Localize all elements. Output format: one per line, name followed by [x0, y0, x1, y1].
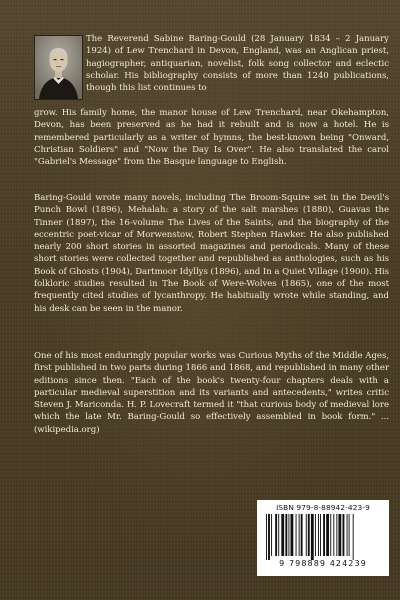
- barcode-bar: [288, 514, 289, 556]
- isbn-barcode: [257, 500, 389, 576]
- barcode-bar: [318, 514, 319, 556]
- barcode-bar: [290, 514, 293, 556]
- portrait-illustration: [35, 36, 82, 99]
- barcode-bar: [336, 514, 337, 556]
- barcode-bar: [275, 514, 277, 556]
- bio-paragraph-1-continued: grow. His family home, the manor house of Lew Trenchard, near Okehampton, Devon, has been preserved as he had it rebuilt and is now a hotel. He is remembered particularly as a writer of hymns, the best-known being "Onward, Christian Soldiers" and "Now the Day Is Over". He also translated the carol "Gabriel's Message" from the Basque language to English.: [34, 108, 389, 168]
- barcode-bar: [266, 514, 267, 560]
- barcode-bar: [343, 514, 345, 556]
- barcode-bar: [333, 514, 334, 556]
- barcode-bar: [278, 514, 279, 556]
- barcode-bars-icon: [264, 514, 382, 560]
- isbn-label: ISBN 979-8-88942-423-9: [276, 503, 370, 512]
- barcode-bar: [349, 514, 350, 556]
- barcode-bar: [330, 514, 331, 556]
- barcode-bar: [296, 514, 297, 556]
- portrait-photo-icon: [34, 35, 83, 100]
- barcode-bar: [285, 514, 287, 556]
- barcode-bar: [308, 514, 310, 556]
- barcode-bar: [301, 514, 303, 556]
- bio-paragraph-2: Baring-Gould wrote many novels, including The Broom-Squire set in the Devil's Punch Bowl (1896), Mehalah: a story of the salt marshes (1880), Guavas the Tinner (1897), the 16-volume The Lives of the Saints, and the biography of the eccentric poet-vicar of Morwenstow, Robert Stephen Hawker. He also published nearly 200 short stories in assorted magazines and periodicals. Many of these short stories were collected together and republished as anthologies, such as his Book of Ghosts (1904), Dartmoor Idyllys (1896), and In a Quiet Village (1900). His folkloric studies resulted in The Book of Were-Wolves (1865), one of the most frequently cited studies of lycanthropy. He habitually wrote while standing, and his desk can be seen in the manor.: [34, 193, 389, 314]
- barcode-bar: [315, 514, 316, 556]
- barcode-bar: [268, 514, 270, 560]
- barcode-bar: [306, 514, 307, 556]
- barcode-bar: [281, 514, 284, 556]
- barcode-bar: [326, 514, 329, 556]
- barcode-bar: [338, 514, 341, 556]
- barcode-bar: [347, 514, 348, 556]
- bio-paragraph-1: The Reverend Sabine Baring-Gould (28 January 1834 – 2 January 1924) of Lew Trenchard in Devon, England, was an Anglican priest, hagiographer, antiquarian, novelist, folk song collector and eclectic scholar. His bibliography consists of more than 1240 publications, though this list continues to: [86, 34, 389, 94]
- barcode-bar: [320, 514, 321, 556]
- barcode-bar: [271, 514, 272, 556]
- barcode-digits: 9 798889 424239: [279, 559, 367, 568]
- bio-paragraph-3: One of his most enduringly popular works was Curious Myths of the Middle Ages, first published in two parts during 1866 and 1868, and republished in many other editions since then. "Each of the book's twenty-four chapters deals with a particular medieval superstition and its variants and antecedents," writes critic Steven J. Mariconda. H. P. Lovecraft termed it "that curious body of medieval lore which the late Mr. Baring-Gould so effectively assembled in book form." ... (wikipedia.org): [34, 351, 389, 435]
- barcode-bar: [323, 514, 325, 556]
- barcode-bar: [299, 514, 300, 556]
- barcode-bar: [353, 514, 354, 560]
- barcode-bar: [311, 514, 314, 560]
